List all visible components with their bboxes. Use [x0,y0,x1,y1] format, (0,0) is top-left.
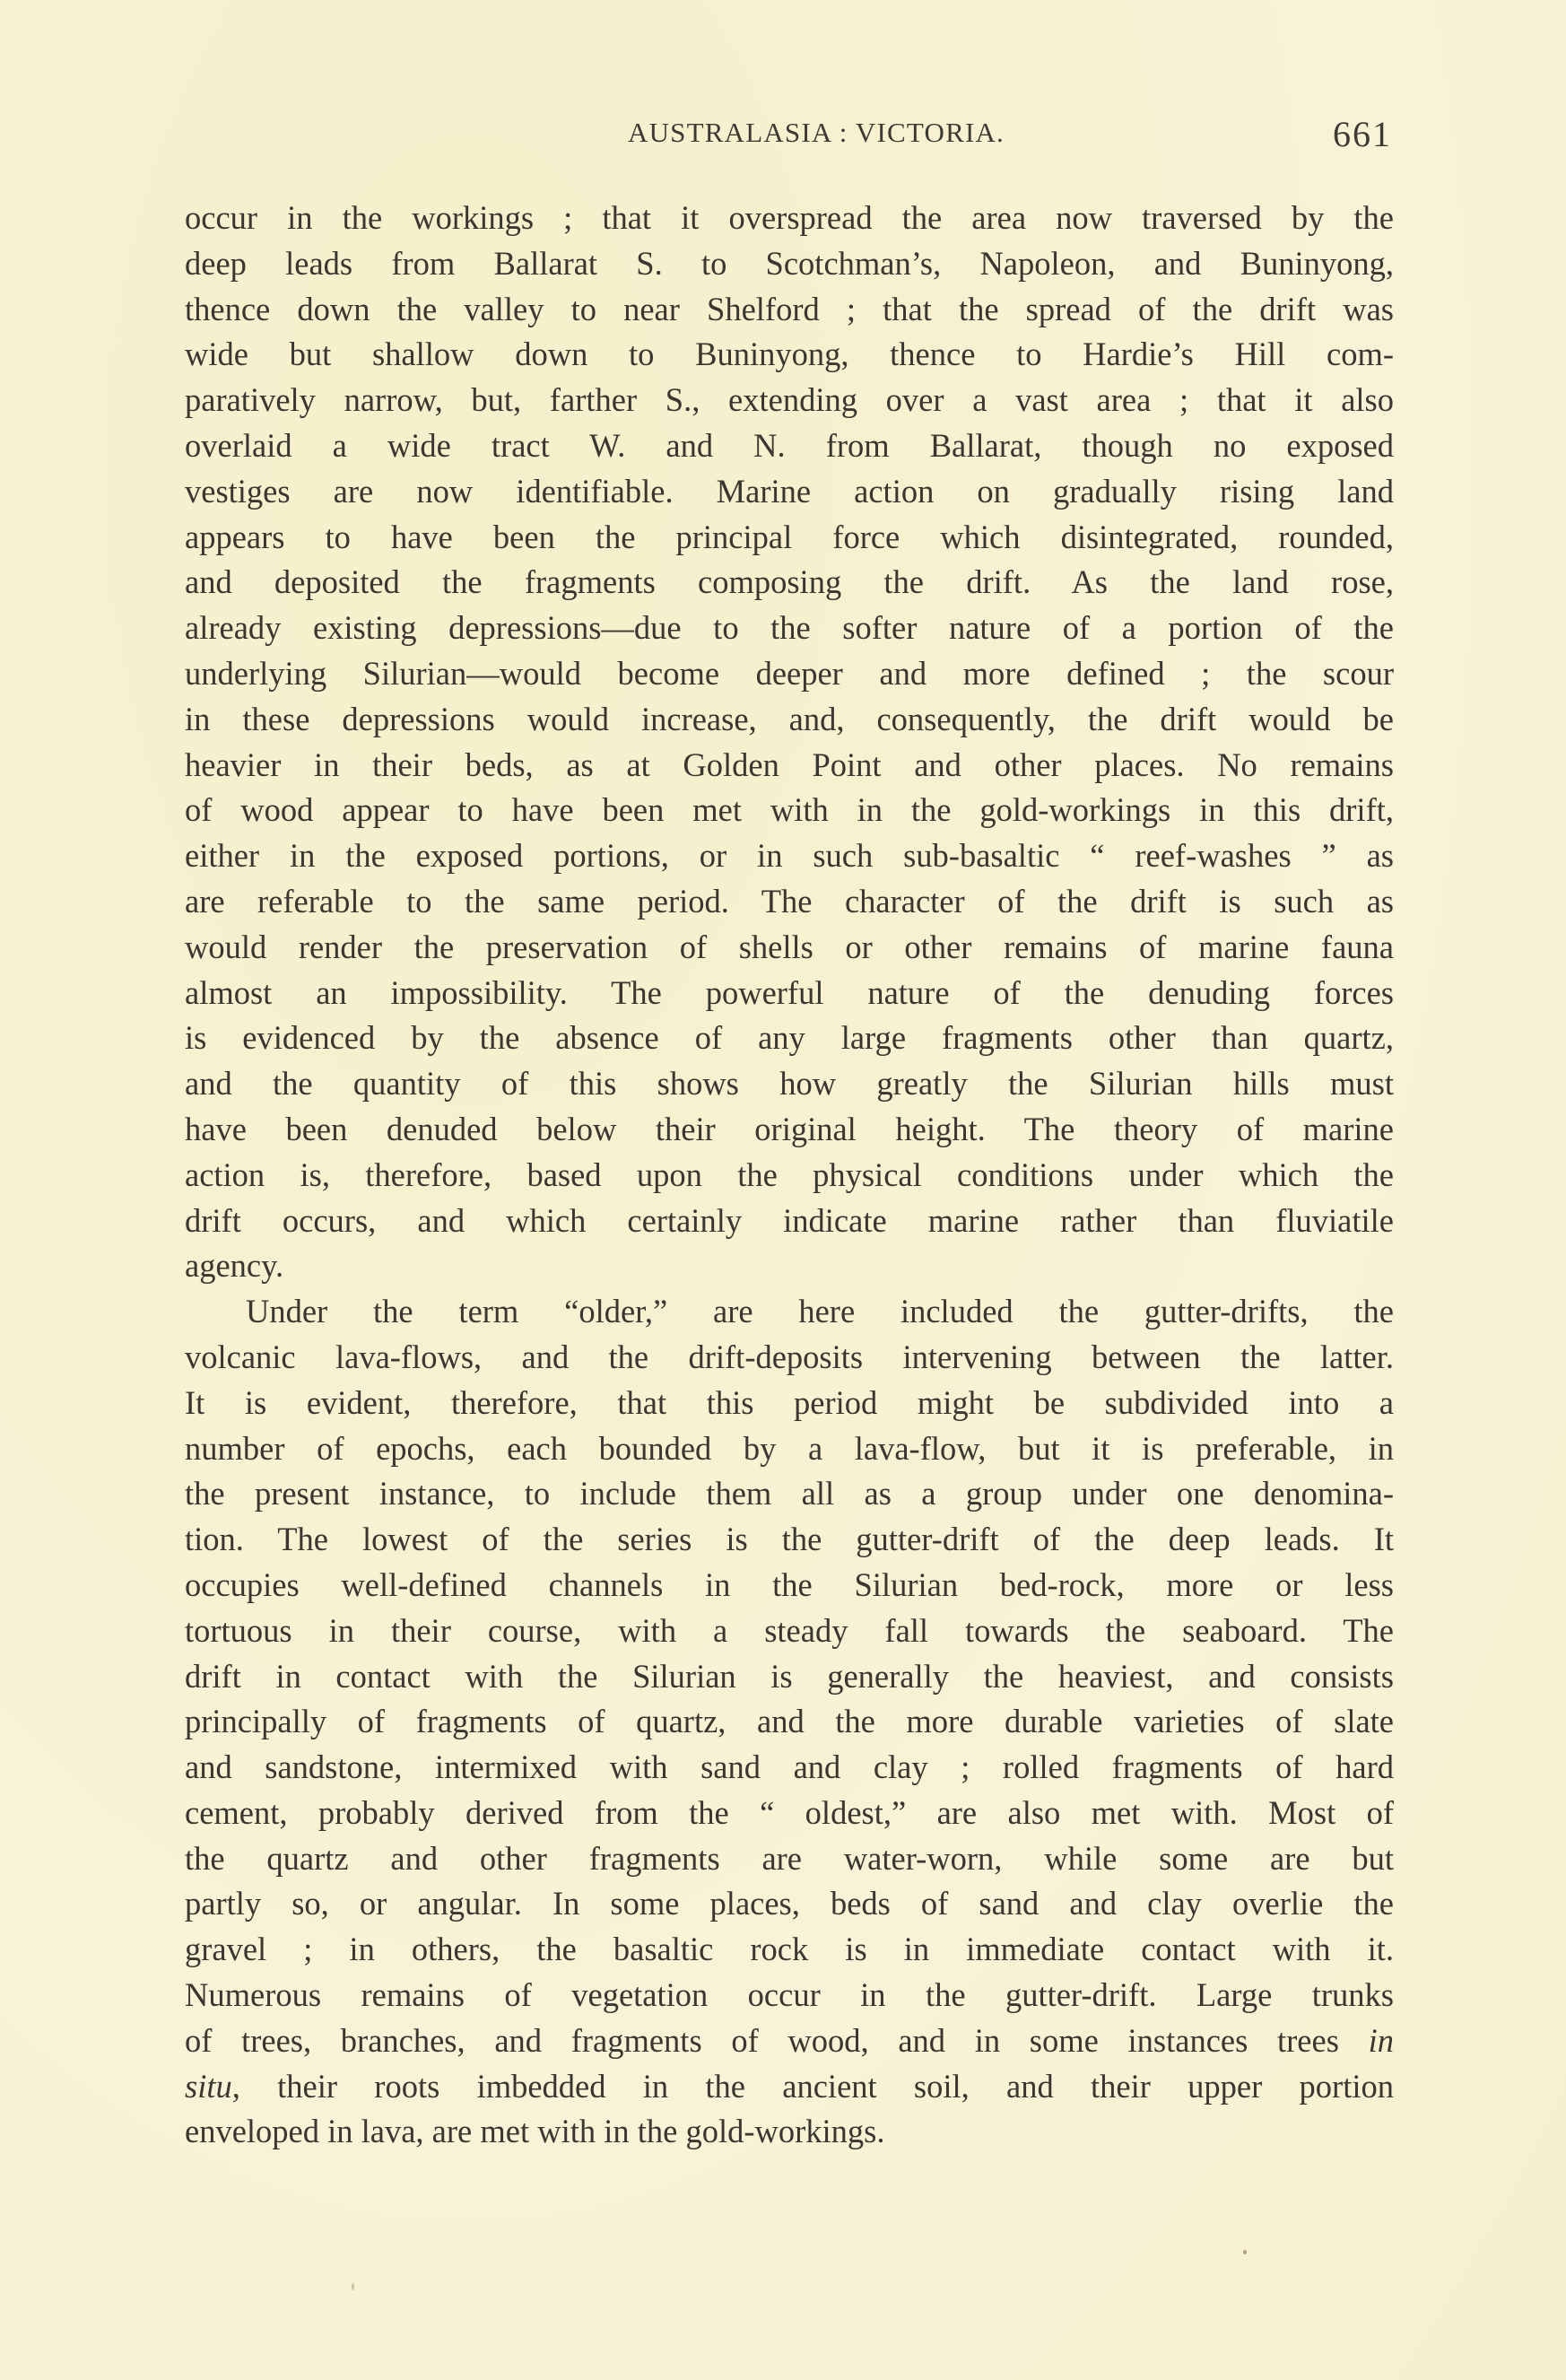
italic-term: in [1368,2021,1394,2059]
text-line: are referable to the same period. The character of the drift is such as [185,882,1394,920]
text-line: of wood appear to have been met with in the gold-workings in this drift, [185,791,1394,829]
text-line: heavier in their beds, as at Golden Point and other places. No remains [185,745,1394,783]
text-line: the present instance, to include them all as a group under one denomina- [185,1475,1394,1513]
paragraph [185,1289,1394,2155]
text-line: thence down the valley to near Shelford ; that the spread of the drift was [185,290,1394,327]
text-line: Under the term “older,” are here included the gutter-drifts, the [246,1293,1394,1330]
text-line: and the quantity of this shows how greatly the Silurian hills must [185,1065,1394,1103]
paper-speck [1243,2250,1247,2254]
text-line: occur in the workings ; that it overspread the area now traversed by the [185,199,1394,236]
text-line: occupies well-defined channels in the Silurian bed-rock, more or less [185,1565,1394,1603]
text-line: drift occurs, and which certainly indicate marine rather than fluviatile [185,1201,1394,1239]
text-line: gravel ; in others, the basaltic rock is in immediate contact with it. [185,1931,1394,1968]
text-line: overlaid a wide tract W. and N. from Ballarat, though no exposed [185,426,1394,464]
text-line: volcanic lava-flows, and the drift-deposits intervening between the latter. [185,1338,1394,1375]
text-line: almost an impossibility. The powerful nature of the denuding forces [185,973,1394,1011]
paper-speck [352,2283,354,2290]
body-text [185,196,1394,2155]
paragraph [185,196,1394,1289]
text-line: drift in contact with the Silurian is generally the heaviest, and consists [185,1657,1394,1695]
text-line: of trees, branches, and fragments of wood, and in some instances trees in [185,2021,1394,2059]
text-line: It is evident, therefore, that this period might be subdivided into a [185,1383,1394,1421]
text-line: number of epochs, each bounded by a lava-flow, but it is preferable, in [185,1429,1394,1467]
text-line: cement, probably derived from the “ oldest,” are also met with. Most of [185,1793,1394,1831]
text-line: tion. The lowest of the series is the gutter-drift of the deep leads. It [185,1521,1394,1558]
text-line: either in the exposed portions, or in such sub-basaltic “ reef-washes ” as [185,837,1394,875]
text-line: have been denuded below their original height. The theory of marine [185,1110,1394,1147]
text-line: paratively narrow, but, farther S., extending over a vast area ; that it also [185,381,1394,419]
text-line: agency. [185,1247,284,1285]
text-line: action is, therefore, based upon the physical conditions under which the [185,1155,1394,1193]
running-title: AUSTRALASIA : VICTORIA. [627,117,1005,148]
text-line: situ, their roots imbedded in the ancient soil, and their upper portion [185,2067,1394,2105]
text-line: would render the preservation of shells or other remains of marine fauna [185,928,1394,965]
text-line: tortuous in their course, with a steady fall towards the seaboard. The [185,1611,1394,1649]
text-line: underlying Silurian—would become deeper and more defined ; the scour [185,654,1394,692]
text-line: deep leads from Ballarat S. to Scotchman’s, Napoleon, and Buninyong, [185,244,1394,282]
text-line: already existing depressions—due to the softer nature of a portion of the [185,609,1394,647]
text-line: wide but shallow down to Buninyong, thence to Hardie’s Hill com- [185,336,1394,373]
text-line: appears to have been the principal force which disintegrated, rounded, [185,518,1394,555]
text-line: principally of fragments of quartz, and the more durable varieties of slate [185,1703,1394,1740]
text-line: the quartz and other fragments are water-worn, while some are but [185,1839,1394,1877]
text-line: and sandstone, intermixed with sand and clay ; rolled fragments of hard [185,1748,1394,1786]
text-line: and deposited the fragments composing the drift. As the land rose, [185,563,1394,601]
running-header [185,113,1394,167]
italic-term: situ [185,2067,232,2105]
text-line: Numerous remains of vegetation occur in the gutter-drift. Large trunks [185,1976,1394,2014]
text-line: enveloped in lava, are met with in the gold-workings. [185,2113,885,2150]
page-number: 661 [1333,114,1392,154]
text-line: vestiges are now identifiable. Marine action on gradually rising land [185,472,1394,510]
text-line: partly so, or angular. In some places, beds of sand and clay overlie the [185,1885,1394,1922]
text-line: is evidenced by the absence of any large fragments other than quartz, [185,1019,1394,1057]
text-line: in these depressions would increase, and, consequently, the drift would be [185,700,1394,737]
